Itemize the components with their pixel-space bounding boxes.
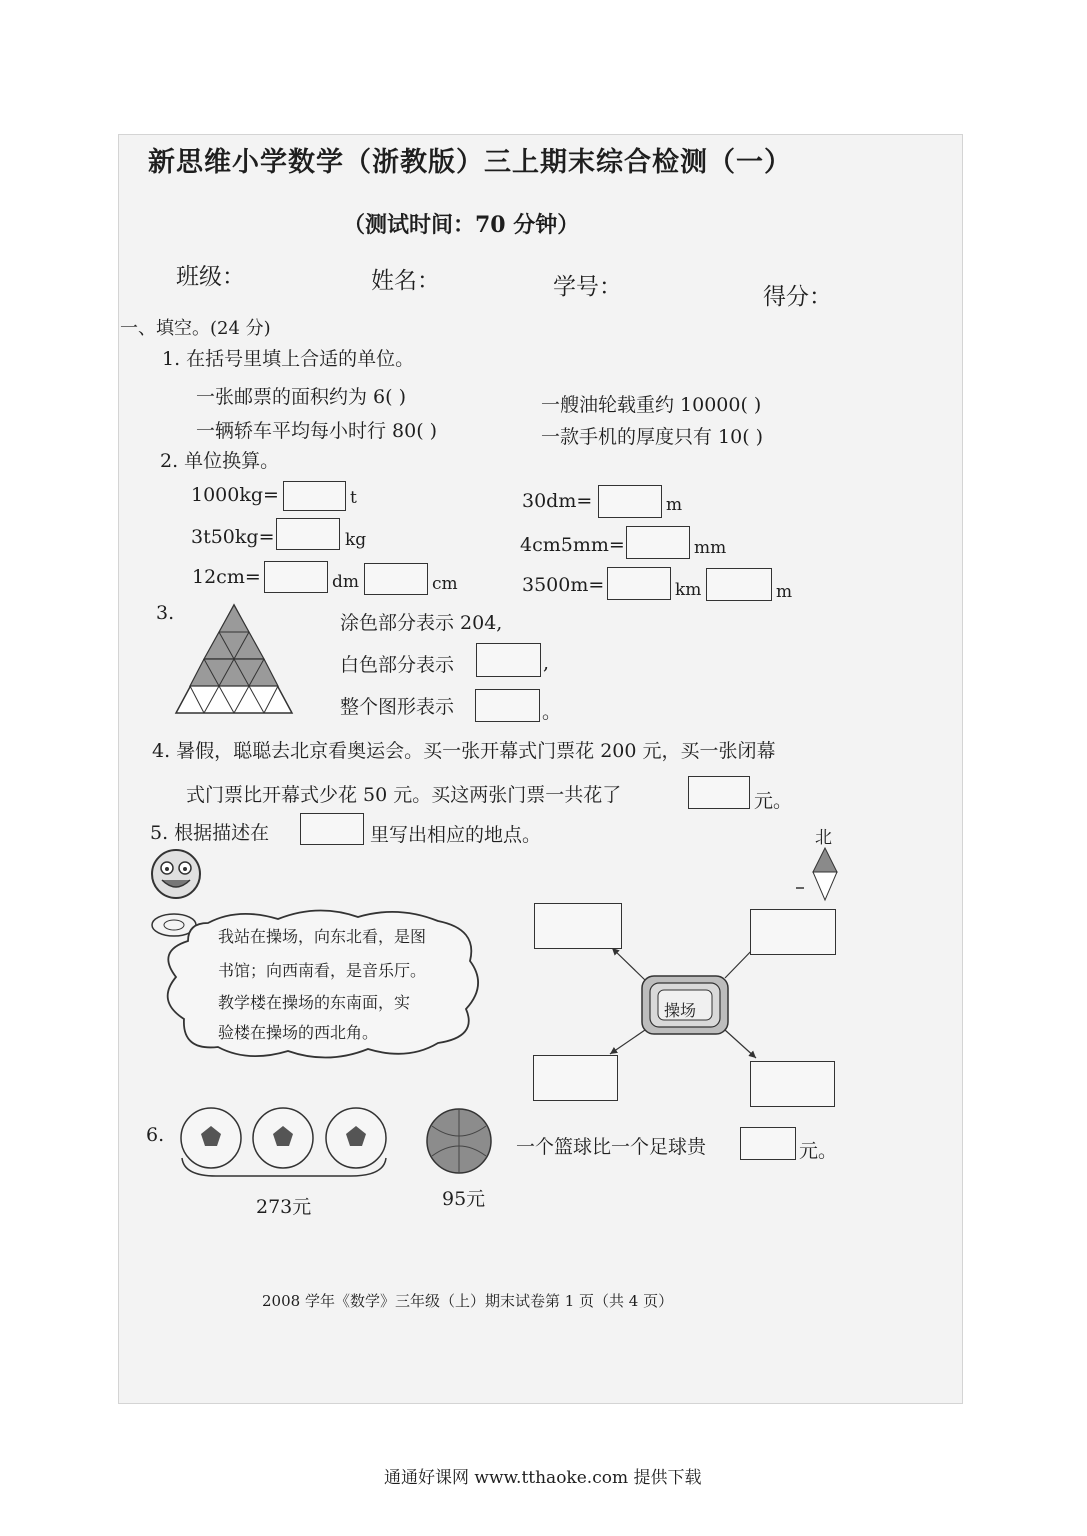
q1-title: 1. 在括号里填上合适的单位。 <box>162 348 415 370</box>
q2-r3r-box2[interactable] <box>706 568 772 601</box>
q2-r3l-text: 12cm= <box>192 566 261 588</box>
student-id-label: 学号： <box>553 274 622 300</box>
q3-line3-end: 。 <box>542 701 562 723</box>
q2-r3r-unit1: km <box>675 580 702 600</box>
q2-r2l-unit: kg <box>345 530 367 550</box>
q3-white-box[interactable] <box>476 643 541 677</box>
q4-answer-box[interactable] <box>688 776 750 809</box>
q2-r2l-box[interactable] <box>276 518 340 550</box>
q2-title: 2. 单位换算。 <box>160 450 280 472</box>
bubble-line-3: 教学楼在操场的东南面，实 <box>218 993 411 1012</box>
playground-label: 操场 <box>664 1001 697 1020</box>
download-credit: 通通好课网 www.tthaoke.com 提供下载 <box>384 1468 702 1488</box>
q3-line2-end: , <box>543 652 550 674</box>
q1-tanker: 一艘油轮载重约 10000( ) <box>541 394 762 416</box>
q4-line2-end: 元。 <box>754 790 793 812</box>
q2-r3r-unit2: m <box>776 582 793 602</box>
q5-southwest-box[interactable] <box>533 1055 618 1101</box>
q2-r2r-text: 4cm5mm= <box>520 534 625 556</box>
q2-r2r-unit: mm <box>694 538 727 558</box>
q6-number: 6. <box>146 1124 165 1146</box>
q3-number: 3. <box>156 602 175 624</box>
cartoon-face-icon <box>150 848 202 900</box>
q6-text-end: 元。 <box>799 1140 838 1162</box>
q2-r1r-box[interactable] <box>598 485 662 518</box>
q2-r3l-box2[interactable] <box>364 563 428 595</box>
q1-car: 一辆轿车平均每小时行 80( ) <box>196 420 438 442</box>
q3-whole-box[interactable] <box>475 689 540 722</box>
q2-r3l-unit1: dm <box>332 572 360 592</box>
q5-northwest-box[interactable] <box>534 903 622 949</box>
soccer-balls <box>176 1106 396 1186</box>
q1-phone: 一款手机的厚度只有 10( ) <box>541 426 764 448</box>
class-label: 班级： <box>176 264 245 290</box>
basketball-price: 95元 <box>442 1188 486 1210</box>
north-label: 北 <box>815 828 832 848</box>
q5-northeast-box[interactable] <box>750 909 836 955</box>
q5-example-box <box>300 813 364 845</box>
bubble-line-1: 我站在操场，向东北看，是图 <box>218 927 427 946</box>
q2-r2r-box[interactable] <box>626 526 690 559</box>
q2-r1r-unit: m <box>666 495 683 515</box>
section-heading: 一、填空。(24 分) <box>120 318 271 339</box>
q2-r1l-text: 1000kg= <box>191 484 279 506</box>
q2-r3r-text: 3500m= <box>522 574 605 596</box>
q2-r1l-unit: t <box>350 488 357 508</box>
soccer-price: 273元 <box>256 1196 312 1218</box>
test-time: （测试时间：70 分钟） <box>343 212 580 238</box>
q5-southeast-box[interactable] <box>750 1061 835 1107</box>
q2-r2l-text: 3t50kg= <box>191 526 275 548</box>
q5-text-post: 里写出相应的地点。 <box>370 824 542 846</box>
q2-r1l-box[interactable] <box>283 481 346 511</box>
q3-line3: 整个图形表示 <box>340 696 455 718</box>
q3-line1: 涂色部分表示 204, <box>340 612 503 634</box>
triangle-figure <box>174 603 294 715</box>
q5-text-pre: 5. 根据描述在 <box>150 822 270 844</box>
q2-r3l-box1[interactable] <box>264 561 328 593</box>
q2-r1r-text: 30dm= <box>522 490 593 512</box>
q4-line1: 4. 暑假，聪聪去北京看奥运会。买一张开幕式门票花 200 元，买一张闭幕 <box>152 740 776 762</box>
name-label: 姓名： <box>371 268 440 294</box>
page-footer: 2008 学年《数学》三年级（上）期末试卷第 1 页（共 4 页） <box>262 1292 674 1310</box>
q4-line2: 式门票比开幕式少花 50 元。买这两张门票一共花了 <box>186 784 622 806</box>
q3-line2: 白色部分表示 <box>340 654 455 676</box>
q1-stamp: 一张邮票的面积约为 6( ) <box>196 386 406 408</box>
q2-r3l-unit2: cm <box>432 574 458 594</box>
bubble-line-4: 验楼在操场的西北角。 <box>218 1023 379 1042</box>
basketball-icon <box>424 1106 494 1176</box>
q6-answer-box[interactable] <box>740 1127 796 1160</box>
score-label: 得分： <box>763 284 832 310</box>
bubble-line-2: 书馆；向西南看，是音乐厅。 <box>218 961 427 980</box>
q6-text: 一个篮球比一个足球贵 <box>516 1136 707 1158</box>
q2-r3r-box1[interactable] <box>607 567 671 600</box>
page-title: 新思维小学数学（浙教版）三上期末综合检测（一） <box>148 147 792 178</box>
